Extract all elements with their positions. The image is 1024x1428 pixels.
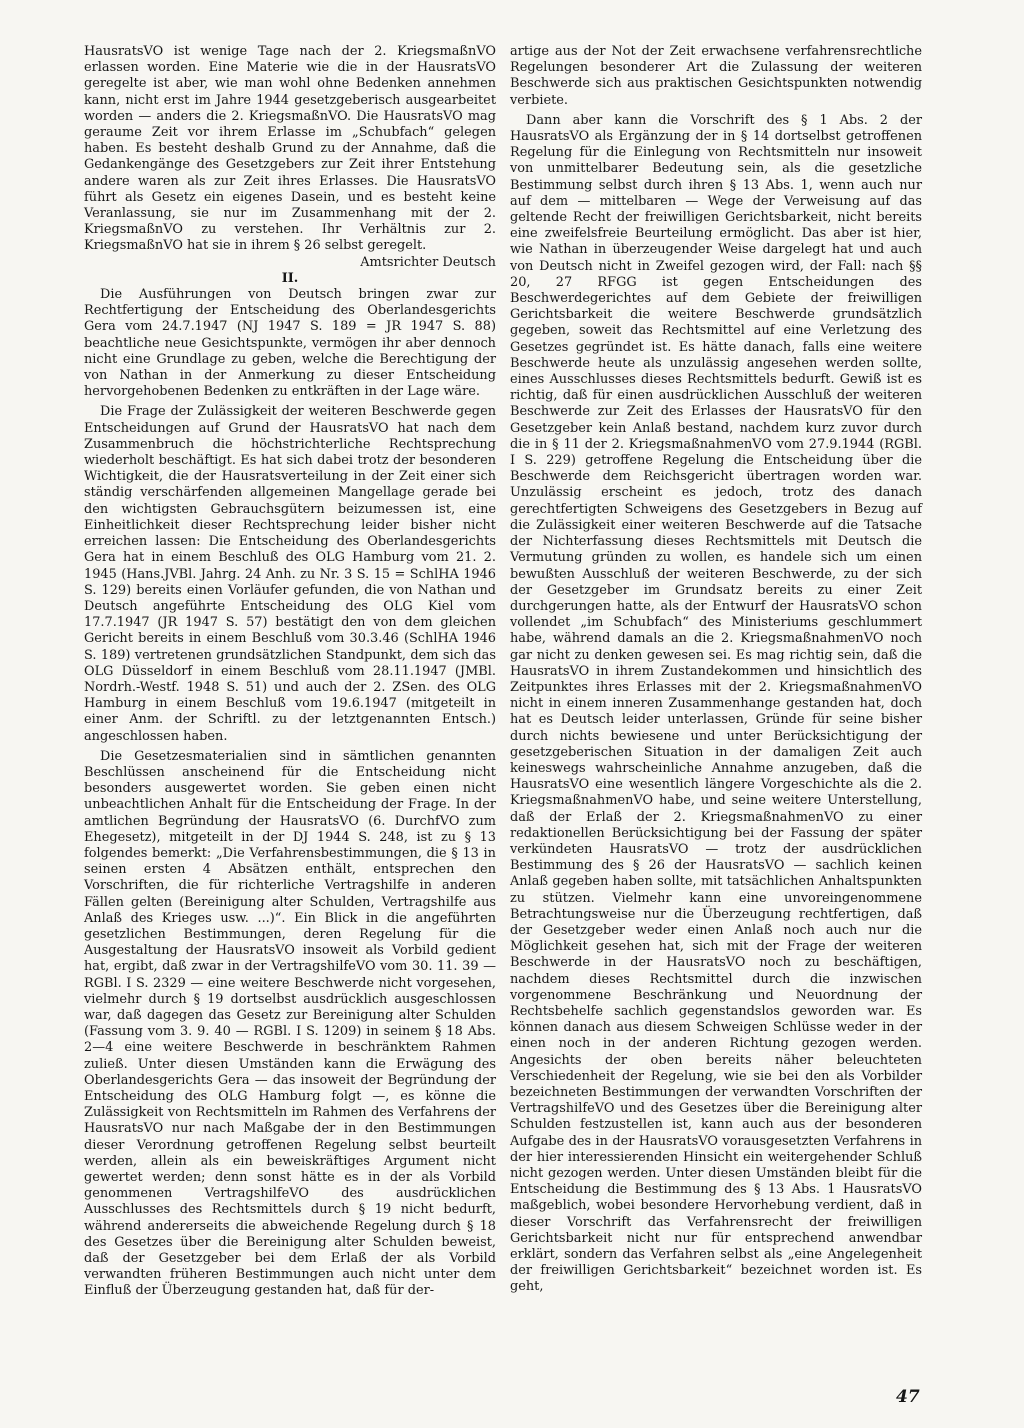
right-paragraph-2: Dann aber kann die Vorschrift des § 1 Abs. 2 der HausratsVO als Ergänzung der in § 14 dortselbst getroffenen Regelung für die Einlegung von Rechtsmitteln nur insoweit von unmittelbarer Bedeutung sein, als die gesetzliche Bestimmung selbst durch ihren § 13 Abs. 1, wenn auch nur auf dem — mittelbaren — Wege der Verweisung auf das geltende Recht der freiwilligen Gerichtsbarkeit, nicht bereits eine zweifelsfreie Beurteilung ermöglicht. Das aber ist hier, wie Nathan in überzeugender Weise dargelegt hat und auch von Deutsch nicht in Zweifel gezogen wird, der Fall: nach §§ 20, 27 RFGG ist gegen Entscheidungen des Beschwerdegerichtes auf dem Gebiete der freiwilligen Gerichtsbarkeit die weitere Beschwerde grundsätzlich gegeben, soweit das Rechtsmittel auf eine Verletzung des Gesetzes gegründet ist. Es hätte danach, falls eine weitere Beschwerde heute als unzulässig angesehen werden sollte, eines Ausschlusses dieses Rechtsmittels bedurft. Gewiß ist es richtig, daß für einen ausdrücklichen Ausschluß der weiteren Beschwerde zur Zeit des Erlasses der HausratsVO für den Gesetzgeber kein Anlaß bestand, nachdem kurz zuvor durch die in § 11 der 2. KriegsmaßnahmenVO vom 27.9.1944 (RGBl. I S. 229) getroffene Regelung die Entscheidung über die Beschwerde dem Reichsgericht übertragen worden war. Unzulässig erscheint es jedoch, trotz des danach gerechtfertigten Schweigens des Gesetzgebers in Bezug auf die Zulässigkeit einer weiteren Beschwerde auf die Tatsache der Nichterfassung dieses Rechtsmittels mit Deutsch die Vermutung gründen zu wollen, es handele sich um einen bewußten Ausschluß der weiteren Beschwerde, zu der sich der Gesetzgeber im Grundsatz bereits zu einer Zeit durchgerungen hatte, als der Entwurf der HausratsVO schon vollendet „im Schubfach“ des Ministeriums geschlummert habe, während damals an die 2. KriegsmaßnahmenVO noch gar nicht zu denken gewesen sei. Es mag richtig sein, daß die HausratsVO in ihrem Zustandekommen und hinsichtlich des Zeitpunktes ihres Erlasses mit der 2. KriegsmaßnahmenVO nicht in einem inneren Zusammenhange gestanden hat, doch hat es Deutsch leider unterlassen, Gründe für seine bisher durch nichts bewiesene und unter Berücksichtigung der gesetzgeberischen Situation in der damaligen Zeit auch keineswegs wahrscheinliche Annahme anzugeben, daß die HausratsVO eine wesentlich längere Vorgeschichte als die 2. KriegsmaßnahmenVO habe, und seine weitere Unterstellung, daß der Erlaß der 2. KriegsmaßnahmenVO zu einer redaktionellen Berücksichtigung bei der Fassung der später verkündeten HausratsVO — trotz der ausdrücklichen Bestimmung des § 26 der HausratsVO — sachlich keinen Anlaß gegeben haben sollte, mit tatsächlichen Anhaltspunkten zu stützen. Vielmehr kann eine unvoreingenommene Betrachtungsweise nur die Überzeugung rechtfertigen, daß der Gesetzgeber weder einen Anlaß noch auch nur die Möglichkeit gesehen hat, sich mit der Frage der weiteren Beschwerde in der HausratsVO noch zu beschäftigen, nachdem dieses Rechtsmittel durch die inzwischen vorgenommene Beschränkung und Neuordnung der Rechtsbehelfe sachlich gegenstandslos geworden war. Es können danach aus diesem Schweigen Schlüsse weder in der einen noch in der anderen Richtung gezogen werden. Angesichts der oben bereits näher beleuchteten Verschiedenheit der Regelung, wie sie bei den als Vorbilder bezeichneten Bestimmungen der verwandten Vorschriften der VertragshilfeVO und des Gesetzes über die Bereinigung alter Schulden festzustellen ist, kann auch aus der besonderen Aufgabe des in der HausratsVO vorausgesetzten Verfahrens in der hier interessierenden Hinsicht ein weitergehender Schluß nicht gezogen werden. Unter diesen Umständen bleibt für die Entscheidung die Bestimmung des § 13 Abs. 1 HausratsVO maßgeblich, wobei besondere Hervorhebung verdient, daß in dieser Vorschrift das Verfahrensrecht der freiwilligen Gerichtsbarkeit nicht nur für entsprechend anwendbar erklärt, sondern das Verfahren selbst als „eine Angelegenheit der freiwilligen Gerichtsbarkeit“ bezeichnet worden ist. Es geht,	[510, 112, 922, 1295]
left-paragraph-3: Die Frage der Zulässigkeit der weiteren Beschwerde gegen Entscheidungen auf Grund der HausratsVO hat nach dem Zusammenbruch die höchstrichterliche Rechtsprechung wiederholt beschäftigt. Es hat sich dabei trotz der besonderen Wichtigkeit, die der Hausratsverteilung in der Zeit einer sich ständig verschärfenden allgemeinen Mangellage gerade bei den wichtigsten Gebrauchsgütern beizumessen ist, eine Einheitlichkeit dieser Rechtsprechung leider bisher nicht erreichen lassen: Die Entscheidung des Oberlandesgerichts Gera hat in einem Beschluß des OLG Hamburg vom 21. 2. 1945 (Hans.JVBl. Jahrg. 24 Anh. zu Nr. 3 S. 15 = SchlHA 1946 S. 129) bereits einen Vorläufer gefunden, die von Nathan und Deutsch angeführte Entscheidung des OLG Kiel vom 17.7.1947 (JR 1947 S. 57) bestätigt den von dem gleichen Gericht bereits in einem Beschluß vom 30.3.46 (SchlHA 1946 S. 189) vertretenen grundsätzlichen Standpunkt, dem sich das OLG Düsseldorf in einem Beschluß vom 28.11.1947 (JMBl. Nordrh.-Westf. 1948 S. 51) und auch der 2. ZSen. des OLG Hamburg in einem Beschluß vom 19.6.1947 (mitgeteilt in einer Anm. der Schriftl. zu der letztgenannten Entsch.) angeschlossen haben.	[84, 404, 496, 744]
left-column	[84, 44, 496, 1300]
right-column	[510, 44, 922, 1296]
page-number: 47	[896, 1387, 920, 1407]
section-heading: II.	[281, 270, 299, 286]
right-paragraph-1: artige aus der Not der Zeit erwachsene verfahrensrechtliche Regelungen besonderer Art die Zulassung der weiteren Beschwerde sich aus praktischen Gesichtspunkten notwendig verbiete.	[510, 44, 922, 108]
left-paragraph-2: Die Ausführungen von Deutsch bringen zwar zur Rechtfertigung der Entscheidung des Oberlandesgerichts Gera vom 24.7.1947 (NJ 1947 S. 189 = JR 1947 S. 88) beachtliche neue Gesichtspunkte, vermögen ihr aber dennoch nicht eine Grundlage zu geben, welche die Berechtigung der von Nathan in der Anmerkung zu dieser Entscheidung hervorgehobenen Bedenken zu entkräften in der Lage wäre.	[84, 287, 496, 400]
left-paragraph-4: Die Gesetzesmaterialien sind in sämtlichen genannten Beschlüssen anscheinend für die Entscheidung nicht besonders ausgewertet worden. Sie geben einen nicht unbeachtlichen Anhalt für die Entscheidung der Frage. In der amtlichen Begründung der HausratsVO (6. DurchfVO zum Ehegesetz), mitgeteilt in der DJ 1944 S. 248, ist zu § 13 folgendes bemerkt: „Die Verfahrensbestimmungen, die § 13 in seinen ersten 4 Absätzen enthält, entsprechen den Vorschriften, die für richterliche Vertragshilfe in anderen Fällen gelten (Bereinigung alter Schulden, Vertragshilfe aus Anlaß des Krieges usw. ...)“. Ein Blick in die angeführten gesetzlichen Bestimmungen, deren Regelung für die Ausgestaltung der HausratsVO insoweit als Vorbild gedient hat, ergibt, daß zwar in der VertragshilfeVO vom 30. 11. 39 — RGBl. I S. 2329 — eine weitere Beschwerde nicht vorgesehen, vielmehr durch § 19 dortselbst ausdrücklich ausgeschlossen war, daß dagegen das Gesetz zur Bereinigung alter Schulden (Fassung vom 3. 9. 40 — RGBl. I S. 1209) in seinem § 18 Abs. 2—4 eine weitere Beschwerde in beschränktem Rahmen zuließ. Unter diesen Umständen kann die Erwägung des Oberlandesgerichts Gera — das insoweit der Begründung der Entscheidung des OLG Hamburg folgt —, es könne die Zulässigkeit von Rechtsmitteln im Rahmen des Verfahrens der HausratsVO nur nach Maßgabe der in den Bestimmungen dieser Verordnung getroffenen Regelung selbst beurteilt werden, allein als ein beweiskräftiges Argument nicht gewertet werden; denn sonst hätte es in der als Vorbild genommenen VertragshilfeVO des ausdrücklichen Ausschlusses des Rechtsmittels durch § 19 nicht bedurft, während andererseits die abweichende Regelung durch § 18 des Gesetzes über die Bereinigung alter Schulden beweist, daß der Gesetzgeber bei dem Erlaß der als Vorbild verwandten früheren Bestimmungen auch nicht unter dem Einfluß der Überzeugung gestanden hat, daß für der-	[84, 748, 496, 1299]
left-paragraph-1: HausratsVO ist wenige Tage nach der 2. KriegsmaßnVO erlassen worden. Eine Materie wie die in der HausratsVO geregelte ist aber, wie man wohl ohne Bedenken annehmen kann, nicht erst im Jahre 1944 gesetzgeberisch ausgearbeitet worden — anders die 2. KriegsmaßnVO. Die HausratsVO mag geraume Zeit vor ihrem Erlasse im „Schubfach“ gelegen haben. Es besteht deshalb Grund zu der Annahme, daß die Gedankengänge des Gesetzgebers zur Zeit ihrer Entstehung andere waren als zur Zeit ihres Erlasses. Die HausratsVO führt als Gesetz ein eigenes Dasein, und es besteht keine Veranlassung, sie nur im Zusammenhang mit der 2. KriegsmaßnVO zu verstehen. Ihr Verhältnis zur 2. KriegsmaßnVO hat sie in ihrem § 26 selbst geregelt.	[84, 44, 496, 254]
author-signature: Amtsrichter Deutsch	[360, 254, 496, 270]
